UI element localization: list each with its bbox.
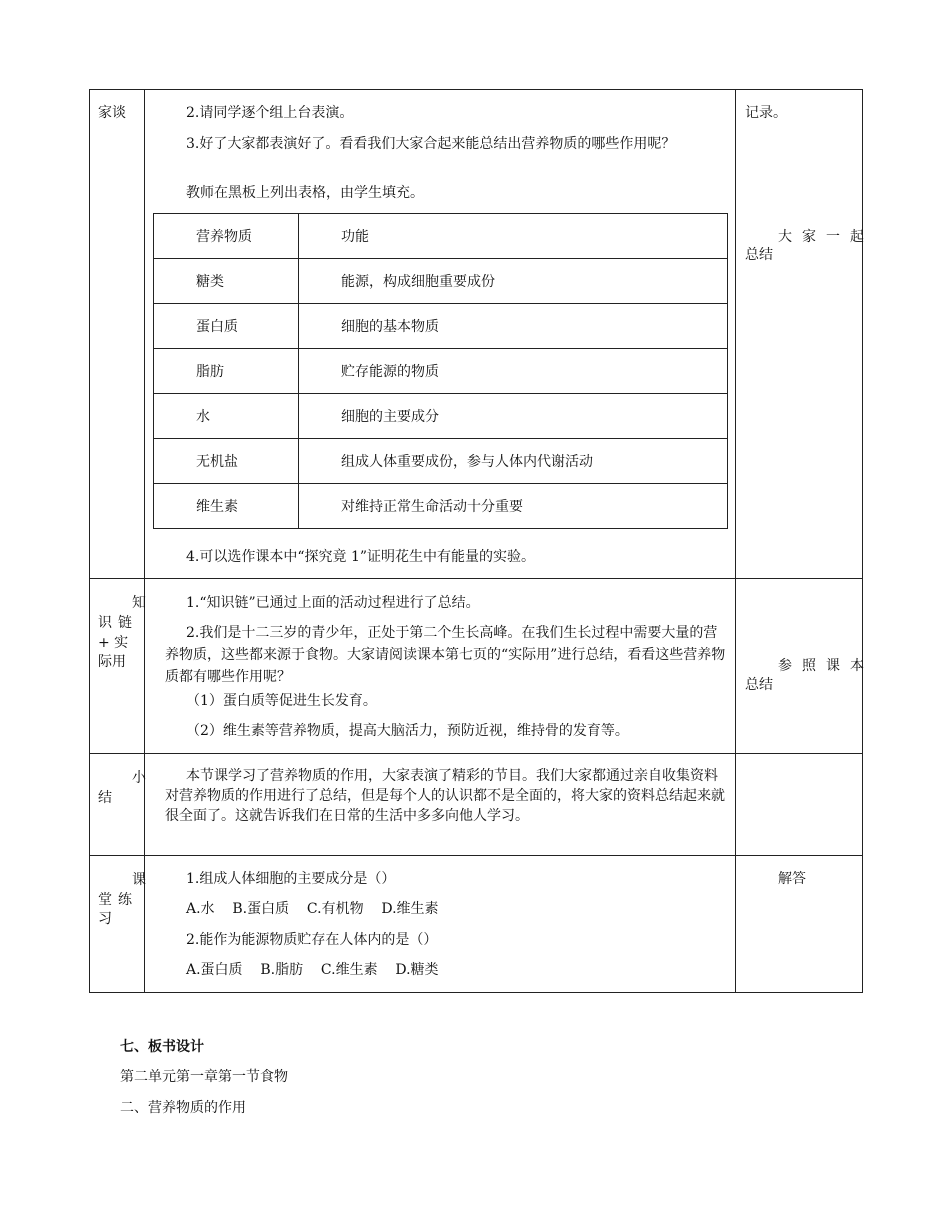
row2-para-1: 1.“知识链”已通过上面的活动过程进行了总结。 — [186, 595, 480, 611]
table-row — [154, 259, 728, 304]
row2-right-a: 参照课本 — [778, 658, 874, 674]
function-cell: 细胞的基本物质 — [299, 304, 728, 349]
row2-para-3: （1）蛋白质等促进生长发育。 — [186, 693, 377, 709]
table-border-row1-bottom — [89, 578, 863, 579]
row1-left-label: 家谈 — [98, 105, 126, 121]
row2-left-b: 识链 — [98, 615, 138, 631]
table-border-row3-bottom — [89, 855, 863, 856]
row2-left-c: + 实 — [98, 635, 129, 651]
row2-para-4: （2）维生素等营养物质，提高大脑活力，预防近视，维持骨的发育等。 — [186, 723, 629, 739]
table-border-top — [89, 89, 863, 90]
function-cell: 能源，构成细胞重要成份 — [299, 259, 728, 304]
header-function: 功能 — [299, 214, 728, 259]
row1-item-3: 3.好了大家都表演好了。看看我们大家合起来能总结出营养物质的哪些作用呢？ — [186, 136, 676, 152]
nutrient-cell: 水 — [154, 394, 299, 439]
header-nutrient: 营养物质 — [154, 214, 299, 259]
row4-left-c: 习 — [98, 911, 112, 927]
table-header-row — [154, 214, 728, 259]
nutrient-cell: 无机盐 — [154, 439, 299, 484]
row1-right-summary-a: 大家一起 — [778, 229, 874, 245]
nutrient-table — [153, 213, 728, 529]
board-line-2: 二、营养物质的作用 — [120, 1100, 246, 1116]
table-row — [154, 349, 728, 394]
table-row — [154, 439, 728, 484]
nutrient-cell: 蛋白质 — [154, 304, 299, 349]
table-row — [154, 394, 728, 439]
row1-right-record: 记录。 — [745, 105, 787, 121]
function-cell: 贮存能源的物质 — [299, 349, 728, 394]
row3-left-a: 小 — [132, 770, 146, 786]
row1-item-teacher: 教师在黑板上列出表格，由学生填充。 — [186, 185, 424, 201]
row3-summary-text: 本节课学习了营养物质的作用，大家表演了精彩的节目。我们大家都通过亲自收集资料对营养物质的作用进行了总结，但是每个人的认识都不是全面的，将大家的资料总结起来就很全面了。这就告诉我们在日常的生活中多多向他人学习。 — [165, 768, 725, 824]
board-line-1: 第二单元第一章第一节食物 — [120, 1069, 288, 1085]
table-col-divider-2 — [735, 89, 736, 993]
row3-left-b: 结 — [98, 790, 112, 806]
row1-right-summary-b: 总结 — [745, 247, 773, 263]
row1-item-2: 2.请同学逐个组上台表演。 — [186, 105, 354, 121]
row4-left-a: 课 — [132, 872, 146, 888]
row4-right-answer: 解答 — [778, 871, 806, 887]
row2-left-a: 知 — [132, 595, 146, 611]
row1-footer: 4.可以选作课本中“探究竟 1”证明花生中有能量的实验。 — [186, 549, 536, 565]
nutrient-cell: 脂肪 — [154, 349, 299, 394]
function-cell: 细胞的主要成分 — [299, 394, 728, 439]
question-1: 1.组成人体细胞的主要成分是（） — [186, 871, 396, 887]
table-border-left — [89, 89, 90, 993]
question-2: 2.能作为能源物质贮存在人体内的是（） — [186, 932, 438, 948]
question-1-options: A.水 B.蛋白质 C.有机物 D.维生素 — [186, 901, 439, 917]
table-row — [154, 484, 728, 529]
row4-left-b: 堂练 — [98, 892, 138, 908]
table-border-bottom — [89, 992, 863, 993]
row2-para-2: 2.我们是十二三岁的青少年，正处于第二个生长高峰。在我们生长过程中需要大量的营养物质，这些都来源于食物。大家请阅读课本第七页的“实际用”进行总结，看看这些营养物质都有哪些作用呢？ — [165, 625, 726, 685]
table-border-right — [862, 89, 863, 993]
function-cell: 组成人体重要成份，参与人体内代谢活动 — [299, 439, 728, 484]
nutrient-cell: 维生素 — [154, 484, 299, 529]
row2-right-b: 总结 — [745, 677, 773, 693]
section-heading: 七、板书设计 — [120, 1039, 204, 1055]
row2-left-d: 际用 — [98, 654, 126, 670]
table-border-row2-bottom — [89, 753, 863, 754]
table-row — [154, 304, 728, 349]
nutrient-cell: 糖类 — [154, 259, 299, 304]
function-cell: 对维持正常生命活动十分重要 — [299, 484, 728, 529]
table-col-divider-1 — [144, 89, 145, 993]
question-2-options: A.蛋白质 B.脂肪 C.维生素 D.糖类 — [186, 962, 439, 978]
